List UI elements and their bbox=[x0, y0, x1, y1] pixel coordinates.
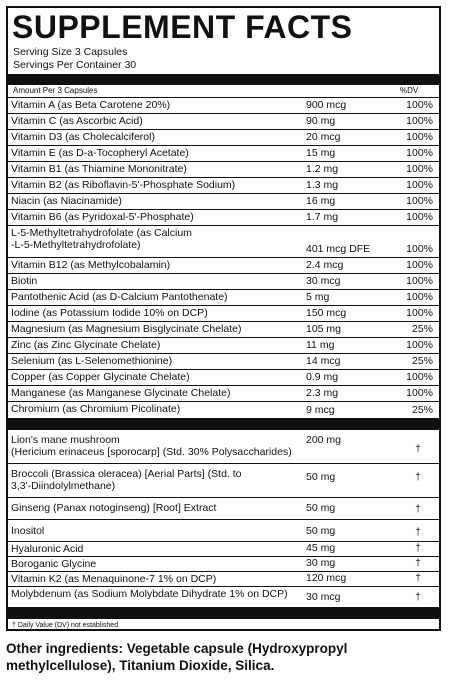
nutrient-row: Vitamin E (as D-a-Tocopheryl Acetate) 15 mg 100% bbox=[8, 146, 439, 162]
nutrient-row: Vitamin B6 (as Pyridoxal-5'-Phosphate) 1.7 mg 100% bbox=[8, 210, 439, 226]
dv-footnote: † Daily Value (DV) not established bbox=[12, 622, 119, 629]
nutrient-row: Zinc (as Zinc Glycinate Chelate) 11 mg 100% bbox=[8, 338, 439, 354]
supplement-facts-panel bbox=[6, 6, 441, 631]
nutrient-row: Copper (as Copper Glycinate Chelate) 0.9 mg 100% bbox=[8, 370, 439, 386]
nutrient-row: Magnesium (as Magnesium Bisglycinate Chelate) 105 mg 25% bbox=[8, 322, 439, 338]
servings-per-container: Servings Per Container 30 bbox=[13, 58, 137, 71]
column-header bbox=[8, 85, 439, 98]
serving-size: Serving Size 3 Capsules bbox=[13, 46, 128, 58]
dv-label: %DV bbox=[400, 86, 419, 95]
ingredient-row: Ginseng (Panax notoginseng) [Root] Extract 50 mg † bbox=[8, 498, 439, 520]
nutrient-row: Iodine (as Potassium Iodide 10% on DCP) 150 mcg 100% bbox=[8, 306, 439, 322]
nutrient-row: Vitamin A (as Beta Carotene 20%) 900 mcg 100% bbox=[8, 98, 439, 114]
nutrient-row: Pantothenic Acid (as D-Calcium Pantothenate) 5 mg 100% bbox=[8, 290, 439, 306]
nutrient-row: L-5-Methyltetrahydrofolate (as Calcium -L-5-Methyltetrahydrofolate) 401 mcg DFE 100% bbox=[8, 226, 439, 258]
other-ingredients: Other ingredients: Vegetable capsule (Hydroxypropyl methylcellulose), Titanium Dioxide, Silica. bbox=[6, 641, 348, 673]
nutrient-row: Vitamin B2 (as Riboflavin-5'-Phosphate Sodium) 1.3 mg 100% bbox=[8, 178, 439, 194]
ingredient-row: Vitamin K2 (as Menaquinone-7 1% on DCP) 120 mcg † bbox=[8, 572, 439, 587]
ingredient-row: Broccoli (Brassica oleracea) [Aerial Parts] (Std. to 3,3'-Diindolylmethane) 50 mg † bbox=[8, 464, 439, 498]
ingredient-row: Lion's mane mushroom (Hericium erinaceus [sporocarp] (Std. 30% Polysaccharides) 200 mg † bbox=[8, 430, 439, 464]
ingredient-row: Hyaluronic Acid 45 mg † bbox=[8, 542, 439, 557]
nutrient-row: Vitamin B1 (as Thiamine Mononitrate) 1.2 mg 100% bbox=[8, 162, 439, 178]
bottom-divider bbox=[8, 607, 439, 619]
panel-title: SUPPLEMENT FACTS bbox=[12, 9, 353, 45]
ingredient-row: Molybdenum (as Sodium Molybdate Dihydrate 1% on DCP) 30 mcg † bbox=[11, 588, 421, 603]
nutrient-row: Chromium (as Chromium Picolinate) 9 mcg 25% bbox=[11, 403, 433, 416]
amount-per-label: Amount Per 3 Capsules bbox=[13, 86, 98, 95]
nutrient-row: Biotin 30 mcg 100% bbox=[8, 274, 439, 290]
section-divider bbox=[8, 418, 439, 430]
nutrient-row: Vitamin C (as Ascorbic Acid) 90 mg 100% bbox=[8, 114, 439, 130]
nutrient-row: Vitamin B12 (as Methylcobalamin) 2.4 mcg 100% bbox=[8, 258, 439, 274]
nutrient-row: Manganese (as Manganese Glycinate Chelate) 2.3 mg 100% bbox=[8, 386, 439, 402]
nutrient-row: Niacin (as Niacinamide) 16 mg 100% bbox=[8, 194, 439, 210]
ingredient-row: Inositol 50 mg † bbox=[8, 520, 439, 542]
ingredient-row: Boroganic Glycine 30 mg † bbox=[8, 557, 439, 572]
nutrient-row: Selenium (as L-Selenomethionine) 14 mcg 25% bbox=[8, 354, 439, 370]
nutrient-row: Vitamin D3 (as Cholecalciferol) 20 mcg 100% bbox=[8, 130, 439, 146]
thick-divider bbox=[8, 74, 439, 85]
